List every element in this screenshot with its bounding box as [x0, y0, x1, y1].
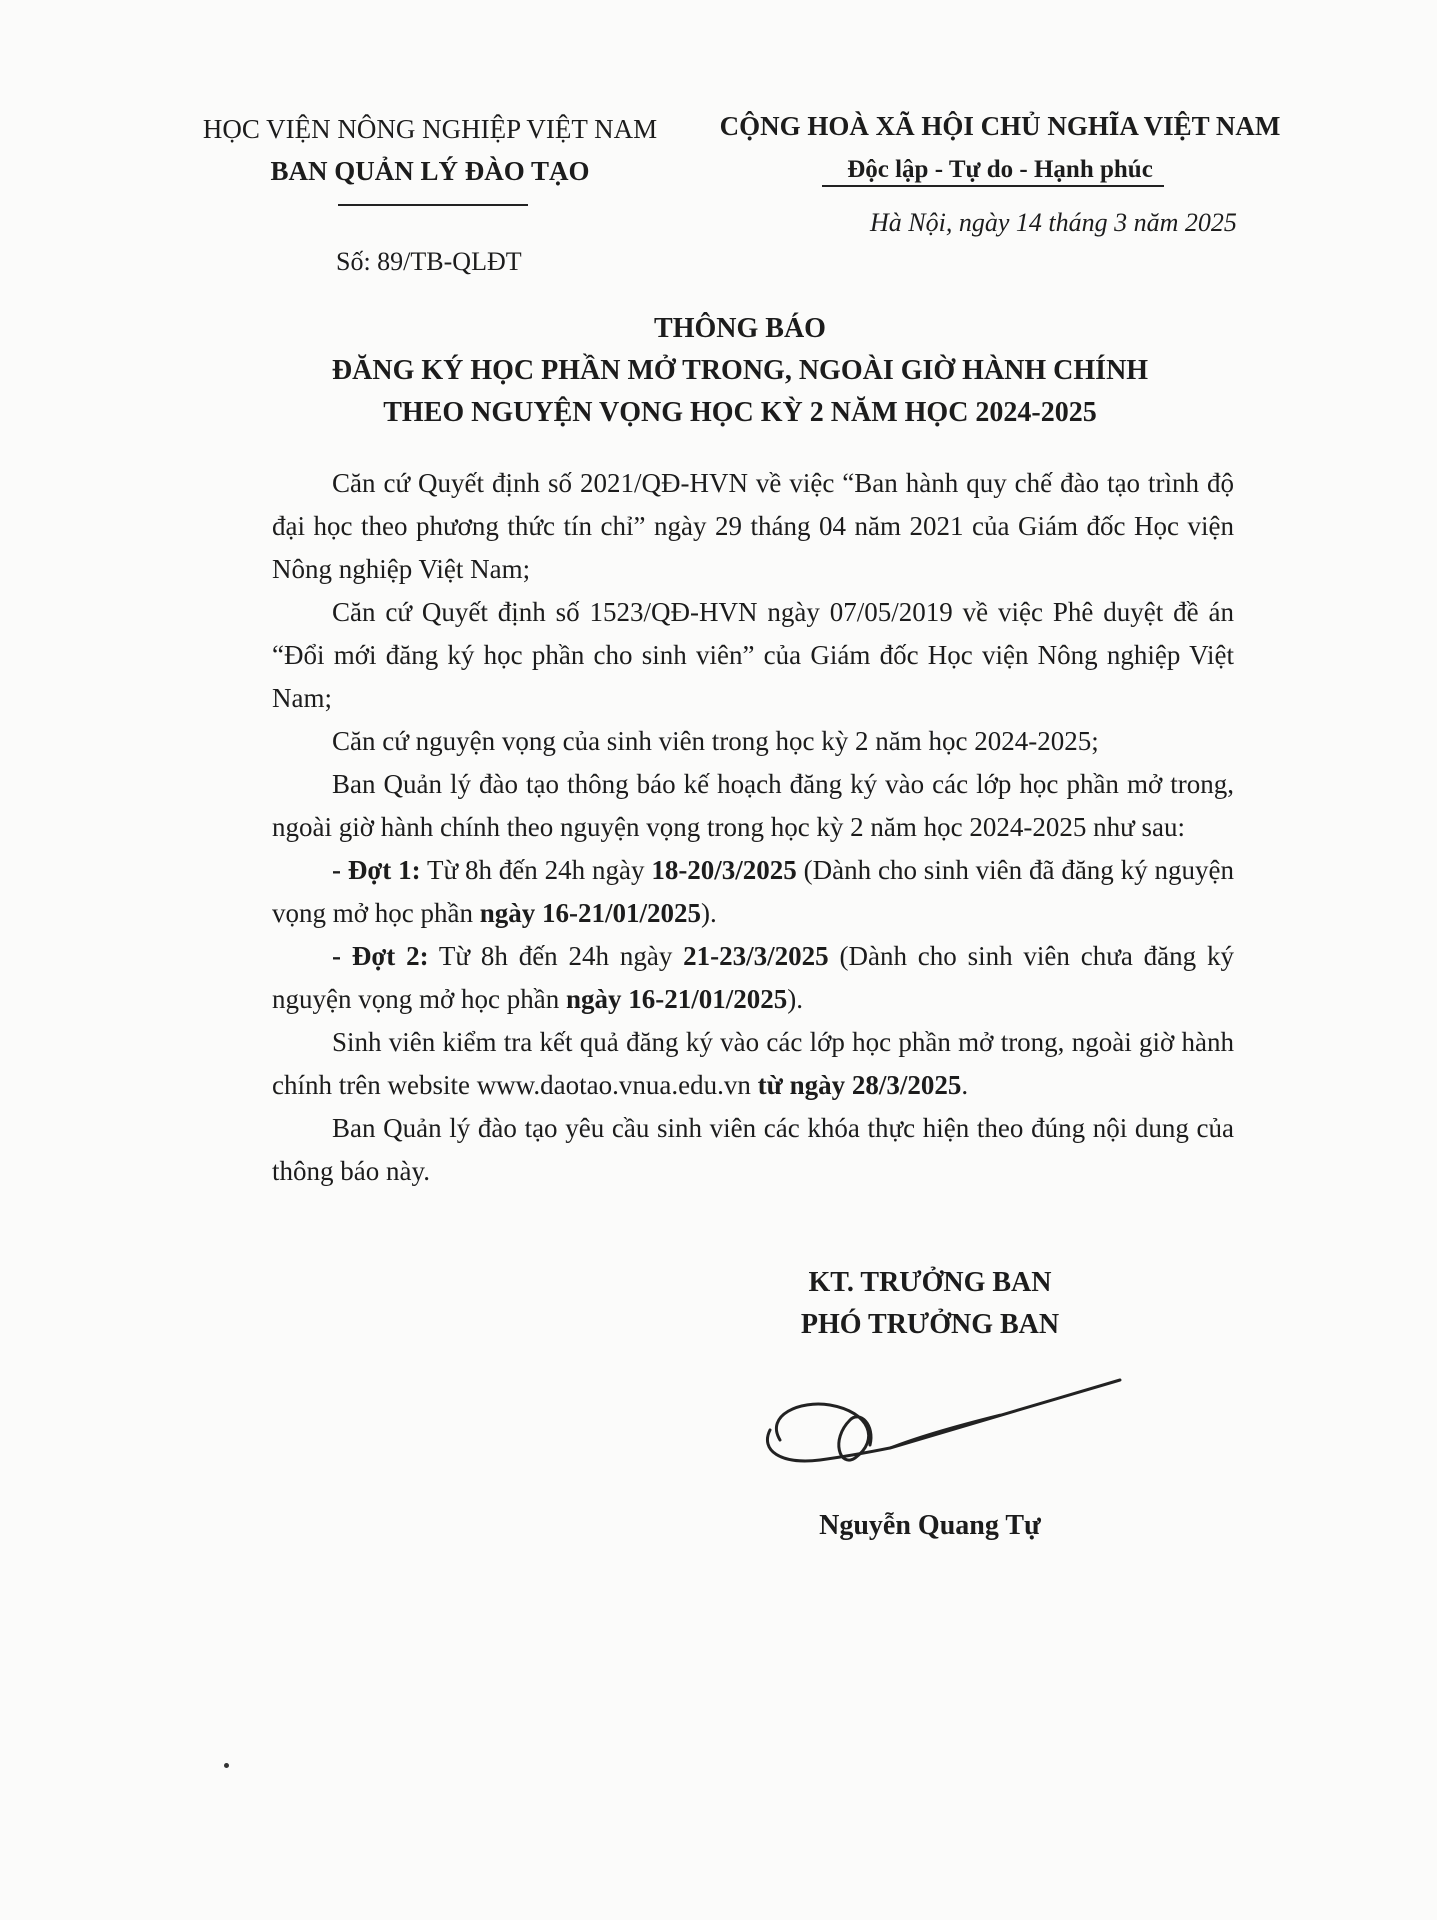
- round-2-date: 21-23/3/2025: [683, 941, 829, 971]
- national-motto-block: [700, 104, 1300, 192]
- round-2-label: - Đợt 2:: [332, 941, 429, 971]
- round-1-date: 18-20/3/2025: [651, 855, 797, 885]
- handwritten-signature: [760, 1370, 1160, 1500]
- title-line-3: THEO NGUYỆN VỌNG HỌC KỲ 2 NĂM HỌC 2024-2025: [383, 397, 1097, 428]
- org-name: HỌC VIỆN NÔNG NGHIỆP VIỆT NAM: [202, 114, 658, 144]
- paragraph-legal-basis-1: Căn cứ Quyết định số 2021/QĐ-HVN về việc “Ban hành quy chế đào tạo trình độ đại học theo phương thức tín chỉ” ngày 29 tháng 04 năm 2021 của Giám đốc Học viện Nông nghiệp Việt Nam;: [272, 468, 1234, 584]
- paragraph-announcement: Ban Quản lý đào tạo thông báo kế hoạch đăng ký vào các lớp học phần mở trong, ngoài giờ hành chính theo nguyện vọng trong học kỳ 2 năm học 2024-2025 như sau:: [272, 769, 1234, 842]
- signatory-title-2: PHÓ TRƯỞNG BAN: [800, 1309, 1060, 1340]
- paragraph-round-1: - Đợt 1: Từ 8h đến 24h ngày 18-20/3/2025 (Dành cho sinh viên đã đăng ký nguyện vọng mở học phần ngày 16-21/01/2025).: [272, 855, 1234, 928]
- round-1-reg-date: ngày 16-21/01/2025: [479, 898, 702, 928]
- title-line-2: ĐĂNG KÝ HỌC PHẦN MỞ TRONG, NGOÀI GIỜ HÀNH CHÍNH: [331, 355, 1149, 386]
- document-number: Số: 89/TB-QLĐT: [336, 247, 522, 276]
- paragraph-results: Sinh viên kiểm tra kết quả đăng ký vào các lớp học phần mở trong, ngoài giờ hành chính trên website www.daotao.vnua.edu.vn từ ngày 28/3/2025.: [272, 1027, 1234, 1100]
- round-1-label: - Đợt 1:: [332, 855, 421, 885]
- issuer-block: [200, 108, 660, 192]
- paragraph-requirement: Ban Quản lý đào tạo yêu cầu sinh viên các khóa thực hiện theo đúng nội dung của thông báo này.: [272, 1113, 1234, 1186]
- issuer-underline: [338, 204, 528, 206]
- signatory-name: Nguyễn Quang Tự: [819, 1510, 1041, 1541]
- title-line-1: THÔNG BÁO: [654, 313, 826, 344]
- motto: Độc lập - Tự do - Hạnh phúc: [847, 156, 1153, 183]
- country-name: CỘNG HOÀ XÃ HỘI CHỦ NGHĨA VIỆT NAM: [719, 111, 1281, 141]
- paragraph-legal-basis-3: Căn cứ nguyện vọng của sinh viên trong học kỳ 2 năm học 2024-2025;: [332, 726, 1099, 756]
- signatory-title-1: KT. TRƯỞNG BAN: [808, 1267, 1052, 1298]
- signatory-title: [730, 1262, 1130, 1346]
- motto-underline: [822, 185, 1164, 187]
- round-2-reg-date: ngày 16-21/01/2025: [565, 984, 788, 1014]
- date-line: Hà Nội, ngày 14 tháng 3 năm 2025: [870, 208, 1237, 237]
- paragraph-round-2: - Đợt 2: Từ 8h đến 24h ngày 21-23/3/2025 (Dành cho sinh viên chưa đăng ký nguyện vọng mở học phần ngày 16-21/01/2025).: [272, 941, 1234, 1014]
- department-name: BAN QUẢN LÝ ĐÀO TẠO: [270, 156, 590, 186]
- paragraph-legal-basis-2: Căn cứ Quyết định số 1523/QĐ-HVN ngày 07/05/2019 về việc Phê duyệt đề án “Đổi mới đăng ký học phần cho sinh viên” của Giám đốc Học viện Nông nghiệp Việt Nam;: [272, 597, 1234, 713]
- document-title: [210, 308, 1270, 434]
- results-date: từ ngày 28/3/2025: [757, 1070, 962, 1100]
- scan-speck: [224, 1763, 229, 1768]
- document-body: [272, 462, 1234, 1193]
